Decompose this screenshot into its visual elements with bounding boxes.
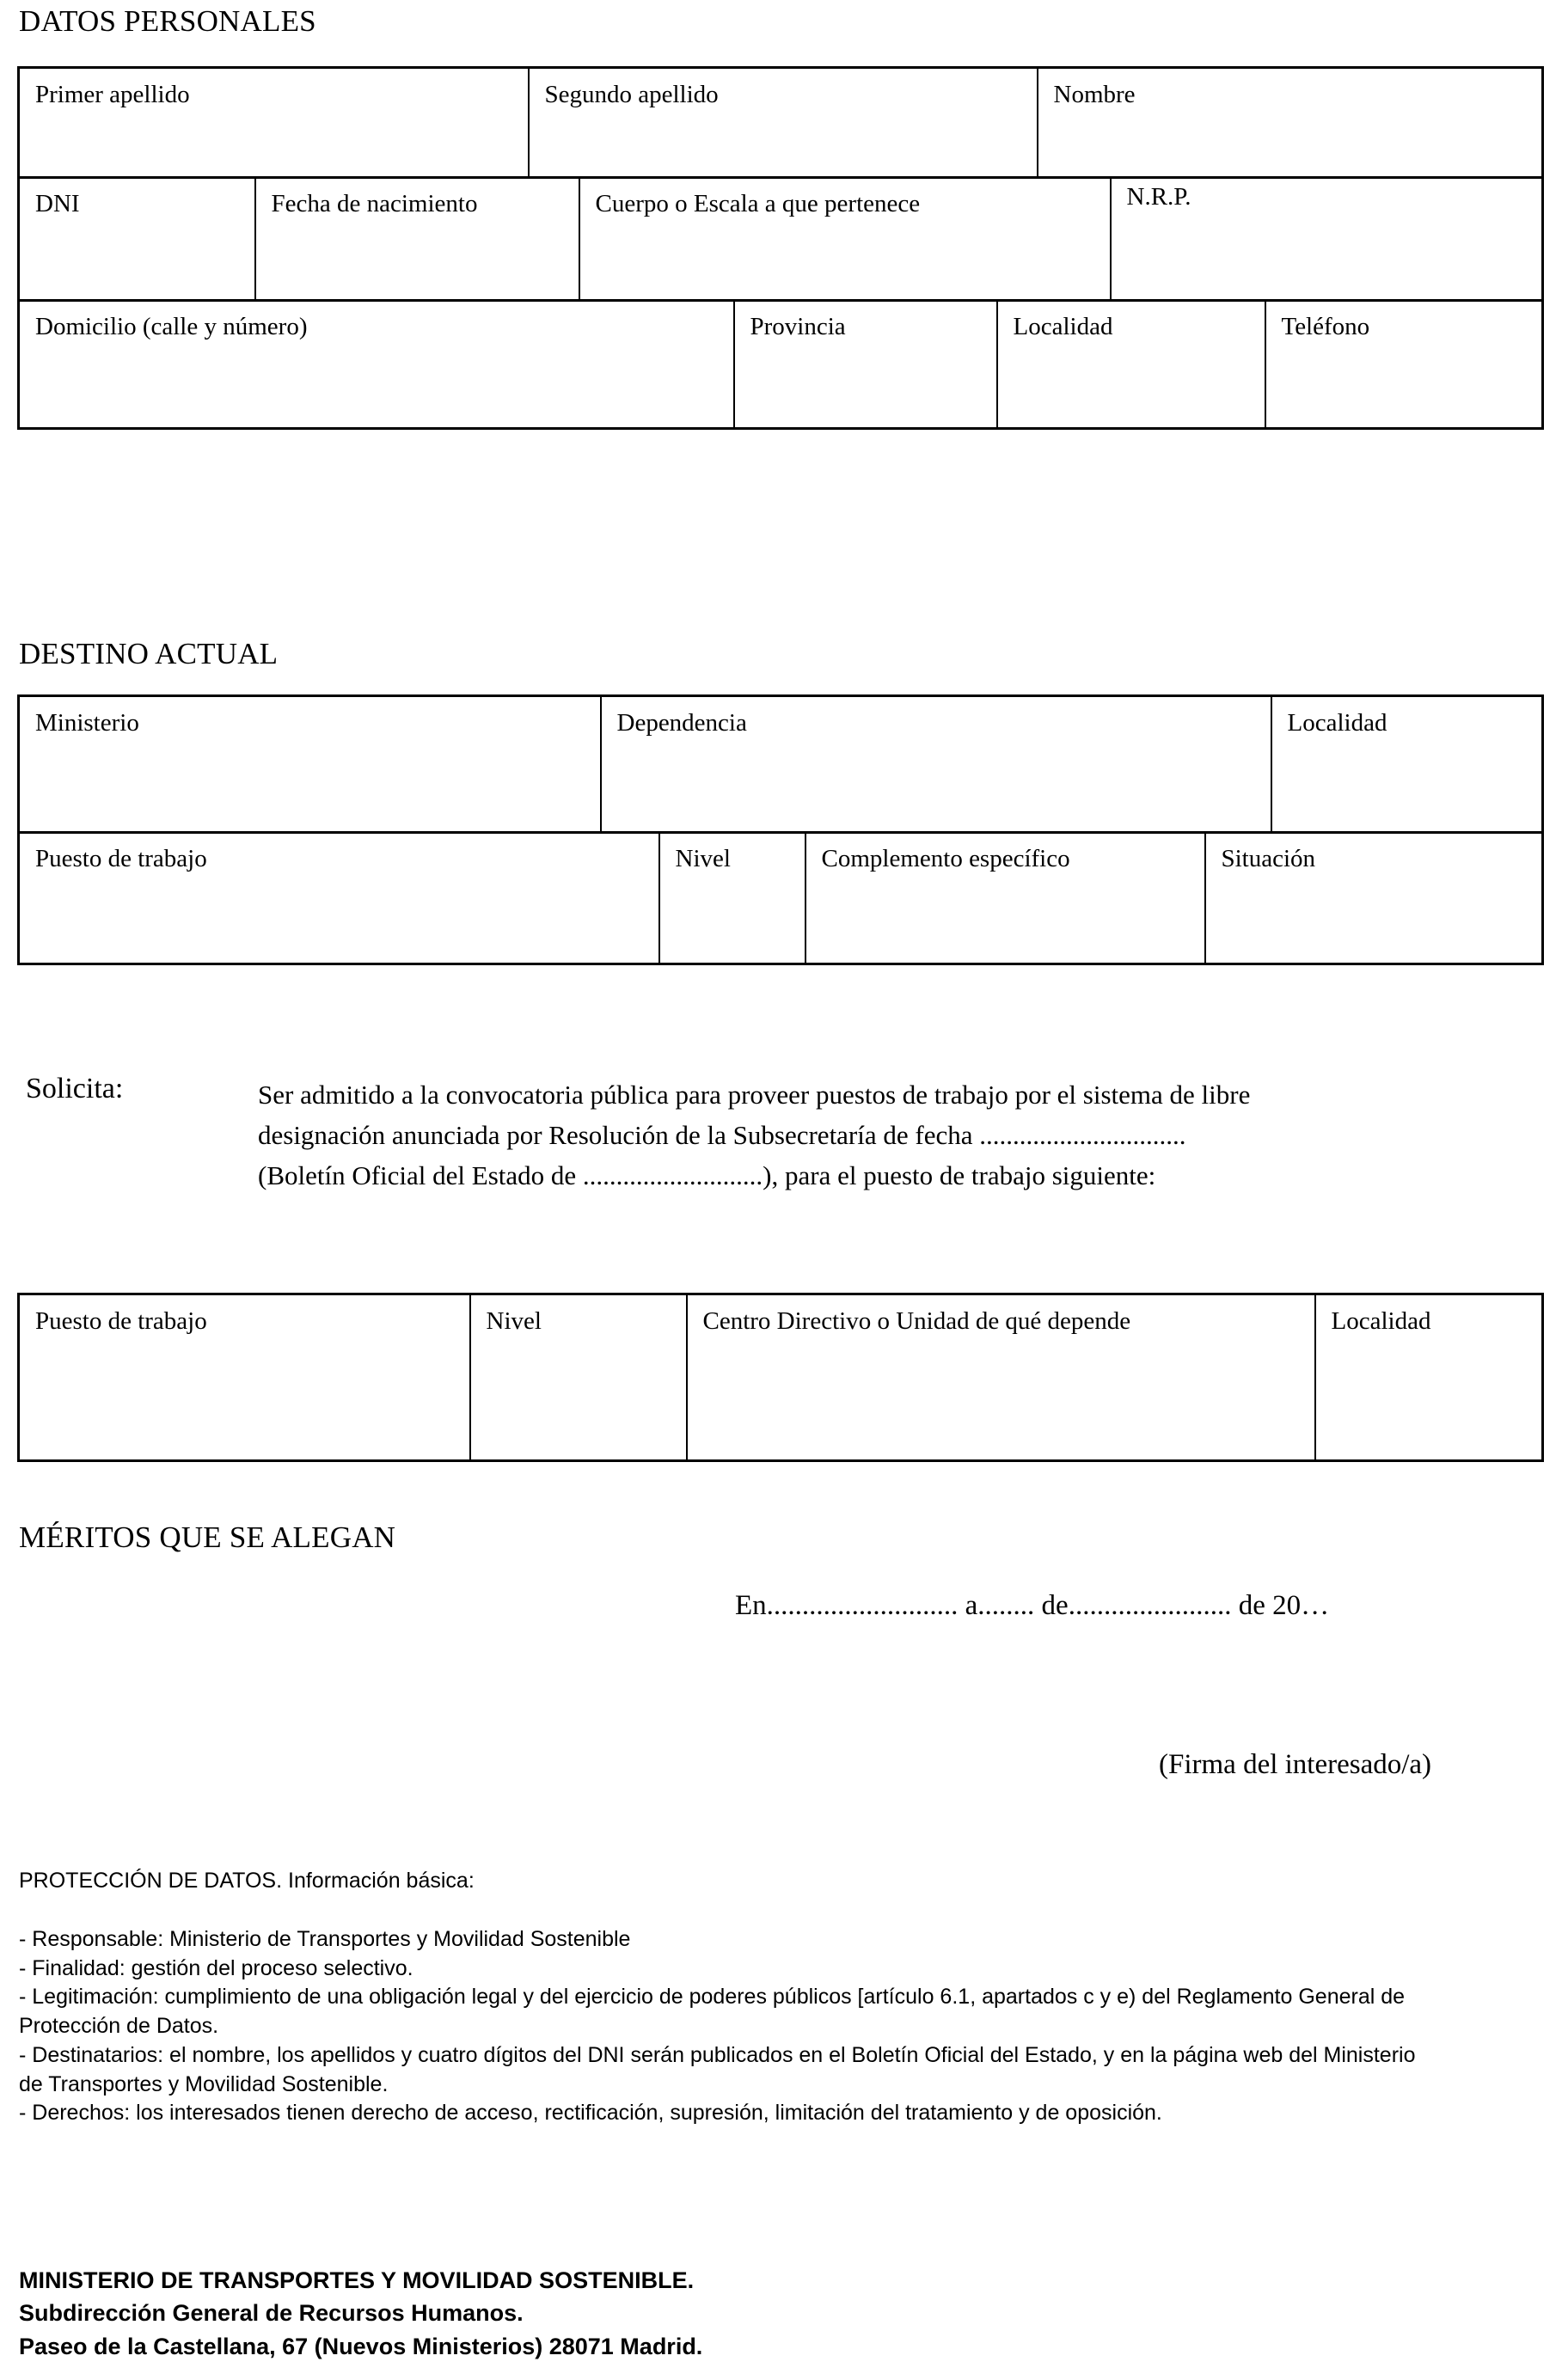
- footer-subdirectorate: Subdirección General de Recursos Humanos.: [19, 2300, 524, 2327]
- datos-personales-heading: DATOS PERSONALES: [19, 4, 316, 38]
- cell-dependencia[interactable]: Dependencia: [601, 696, 1271, 833]
- data-protection-block: [19, 1867, 1429, 2128]
- cell-localidad[interactable]: Localidad: [997, 300, 1265, 428]
- cell-nrp[interactable]: N.R.P.: [1111, 177, 1543, 300]
- cell-telefono[interactable]: Teléfono: [1265, 300, 1543, 428]
- table-row: [19, 68, 1543, 178]
- cell-centro-directivo[interactable]: Centro Directivo o Unidad de qué depende: [687, 1294, 1315, 1461]
- cell-ministerio[interactable]: Ministerio: [19, 696, 601, 833]
- cell-localidad-solicitada[interactable]: Localidad: [1315, 1294, 1543, 1461]
- solicita-label: Solicita:: [26, 1073, 124, 1104]
- data-protection-item-responsable: - Responsable: Ministerio de Transportes y Movilidad Sostenible: [19, 1926, 631, 1951]
- cell-puesto-trabajo-solicitado[interactable]: Puesto de trabajo: [19, 1294, 470, 1461]
- cell-dni[interactable]: DNI: [19, 177, 255, 300]
- cell-nivel-actual[interactable]: Nivel: [659, 832, 806, 964]
- date-line[interactable]: En........................... a........ de....................... de 20…: [735, 1590, 1330, 1621]
- data-protection-item-finalidad: - Finalidad: gestión del proceso selectivo.: [19, 1955, 413, 1980]
- signature-label: (Firma del interesado/a): [1159, 1749, 1432, 1780]
- cell-nombre[interactable]: Nombre: [1038, 68, 1543, 178]
- destino-actual-heading: DESTINO ACTUAL: [19, 637, 279, 670]
- cell-primer-apellido[interactable]: Primer apellido: [19, 68, 529, 178]
- requested-post-table: [17, 1293, 1544, 1462]
- data-protection-item-derechos: - Derechos: los interesados tienen derecho de acceso, rectificación, supresión, limitación del tratamiento y de oposición.: [19, 2101, 1162, 2126]
- solicita-line-3: (Boletín Oficial del Estado de ...........................), para el puesto de trabajo siguiente:: [258, 1160, 1156, 1191]
- cell-cuerpo-escala[interactable]: Cuerpo o Escala a que pertenece: [579, 177, 1111, 300]
- table-row: [19, 832, 1543, 964]
- table-row: [19, 300, 1543, 428]
- cell-situacion[interactable]: Situación: [1205, 832, 1543, 964]
- solicita-line-2: designación anunciada por Resolución de la Subsecretaría de fecha ...............................: [258, 1120, 1186, 1151]
- data-protection-title: PROTECCIÓN DE DATOS. Información básica:: [19, 1869, 475, 1893]
- footer-address-block: [19, 2264, 702, 2363]
- solicita-line-1: Ser admitido a la convocatoria pública para proveer puestos de trabajo por el sistema de libre: [258, 1080, 1251, 1110]
- solicita-text: [258, 1074, 1534, 1196]
- data-protection-item-destinatarios: - Destinatarios: el nombre, los apellidos y cuatro dígitos del DNI serán publicados en el Boletín Oficial del Estado, y en la página web del Ministerio de Transportes y Movilidad Sostenible.: [19, 2042, 1416, 2096]
- cell-fecha-nacimiento[interactable]: Fecha de nacimiento: [255, 177, 579, 300]
- cell-domicilio[interactable]: Domicilio (calle y número): [19, 300, 734, 428]
- cell-nivel-solicitado[interactable]: Nivel: [470, 1294, 687, 1461]
- cell-complemento-especifico[interactable]: Complemento específico: [806, 832, 1205, 964]
- table-row: [19, 177, 1543, 300]
- current-destination-table-row2: [17, 831, 1544, 965]
- data-protection-item-legitimacion: - Legitimación: cumplimiento de una obligación legal y del ejercicio de poderes públicos [artículo 6.1, apartados c y e) del Reglamento General de Protección de Datos.: [19, 1985, 1406, 2038]
- table-row: [19, 696, 1543, 833]
- footer-address: Paseo de la Castellana, 67 (Nuevos Ministerios) 28071 Madrid.: [19, 2333, 703, 2359]
- personal-data-table: [17, 66, 1544, 179]
- cell-segundo-apellido[interactable]: Segundo apellido: [529, 68, 1038, 178]
- cell-puesto-trabajo-actual[interactable]: Puesto de trabajo: [19, 832, 659, 964]
- personal-data-table-row3: [17, 299, 1544, 430]
- cell-provincia[interactable]: Provincia: [734, 300, 997, 428]
- meritos-heading: MÉRITOS QUE SE ALEGAN: [19, 1520, 396, 1554]
- solicita-block: [26, 1074, 1547, 1196]
- personal-data-table-row2: [17, 176, 1544, 302]
- cell-localidad-destino[interactable]: Localidad: [1271, 696, 1543, 833]
- table-row: [19, 1294, 1543, 1461]
- current-destination-table: [17, 694, 1544, 834]
- footer-ministry: MINISTERIO DE TRANSPORTES Y MOVILIDAD SOSTENIBLE.: [19, 2267, 695, 2293]
